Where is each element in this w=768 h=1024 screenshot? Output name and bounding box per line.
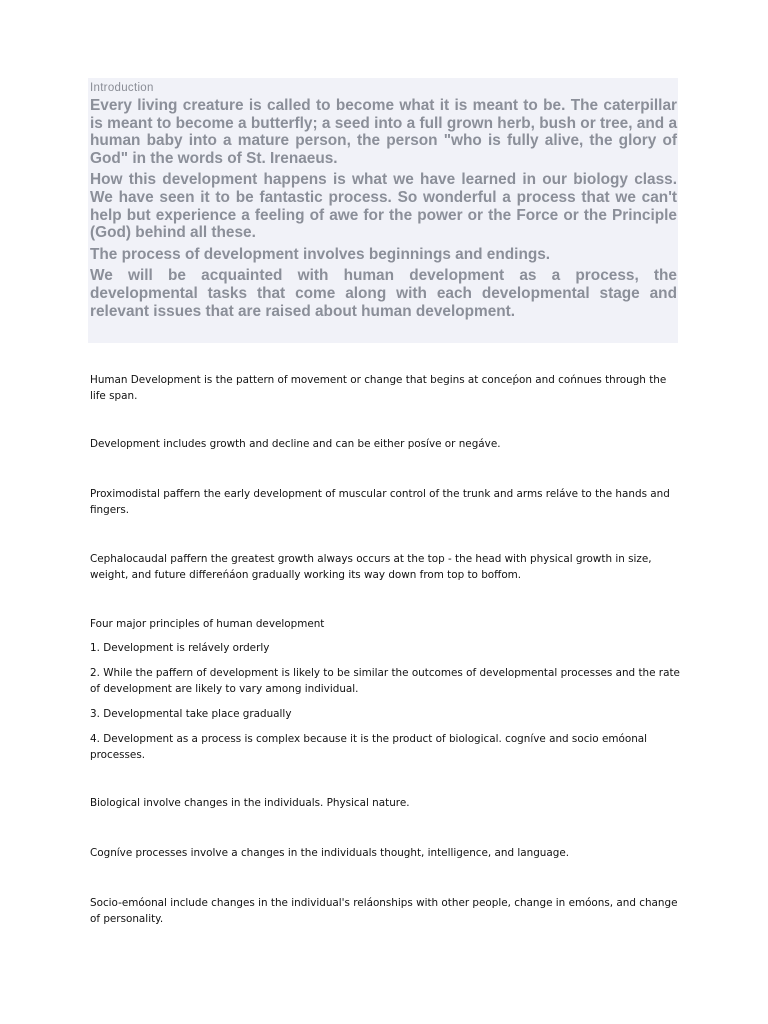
proximodistal-paragraph: Proximodistal paﬀern the early development of muscular control of the trunk and arms reláve to the hands and ﬁngers. [90,488,670,516]
biological-paragraph: Biological involve changes in the individuals. Physical nature. [90,797,410,809]
intro-paragraph: We will be acquainted with human development as a process, the developmental tasks that come along with each developmental stage and relevant issues that are raised about human development. [90,267,677,320]
section-label: Introduction [90,82,154,94]
growth-decline-paragraph: Development includes growth and decline and can be either posíve or negáve. [90,438,501,450]
cognitive-paragraph: Cogníve processes involve a changes in the individuals thought, intelligence, and language. [90,847,570,859]
socio-emotional-paragraph: Socio-emóonal include changes in the individual's reláonships with other people, change in emóons, and change of personality. [90,897,678,925]
principle-item: 1. Development is relávely orderly [90,642,270,654]
principle-item: 4. Development as a process is complex because it is the product of biological. cogníve and socio emóonal processes. [90,733,648,761]
intro-paragraph: The process of development involves beginnings and endings. [90,245,551,263]
principle-item: 3. Developmental take place gradually [90,708,292,720]
principles-heading: Four major principles of human development [90,618,325,630]
introduction-section [88,78,678,343]
principle-item: 2. While the paﬀern of development is likely to be similar the outcomes of developmental processes and the rate of development are likely to vary among individual. [90,667,680,695]
cephalocaudal-paragraph: Cephalocaudal paﬀern the greatest growth always occurs at the top - the head with physical growth in size, weight, and future diﬀereńáon gradually working its way down from top to boﬀom. [90,553,652,581]
intro-paragraph: How this development happens is what we have learned in our biology class. We have seen it to be fantastic process. So wonderful a process that we can't help but experience a feeling of awe for the power or the Force or the Principle (God) behind all these. [90,171,677,242]
intro-paragraph: Every living creature is called to become what it is meant to be. The caterpillar is meant to become a butterfly; a seed into a full grown herb, bush or tree, and a human baby into a mature person, the person "who is fully alive, the glory of God" in the words of St. Irenaeus. [90,97,677,167]
definition-paragraph: Human Development is the pattern of movement or change that begins at conceṕon and cońnues through the life span. [90,374,667,402]
